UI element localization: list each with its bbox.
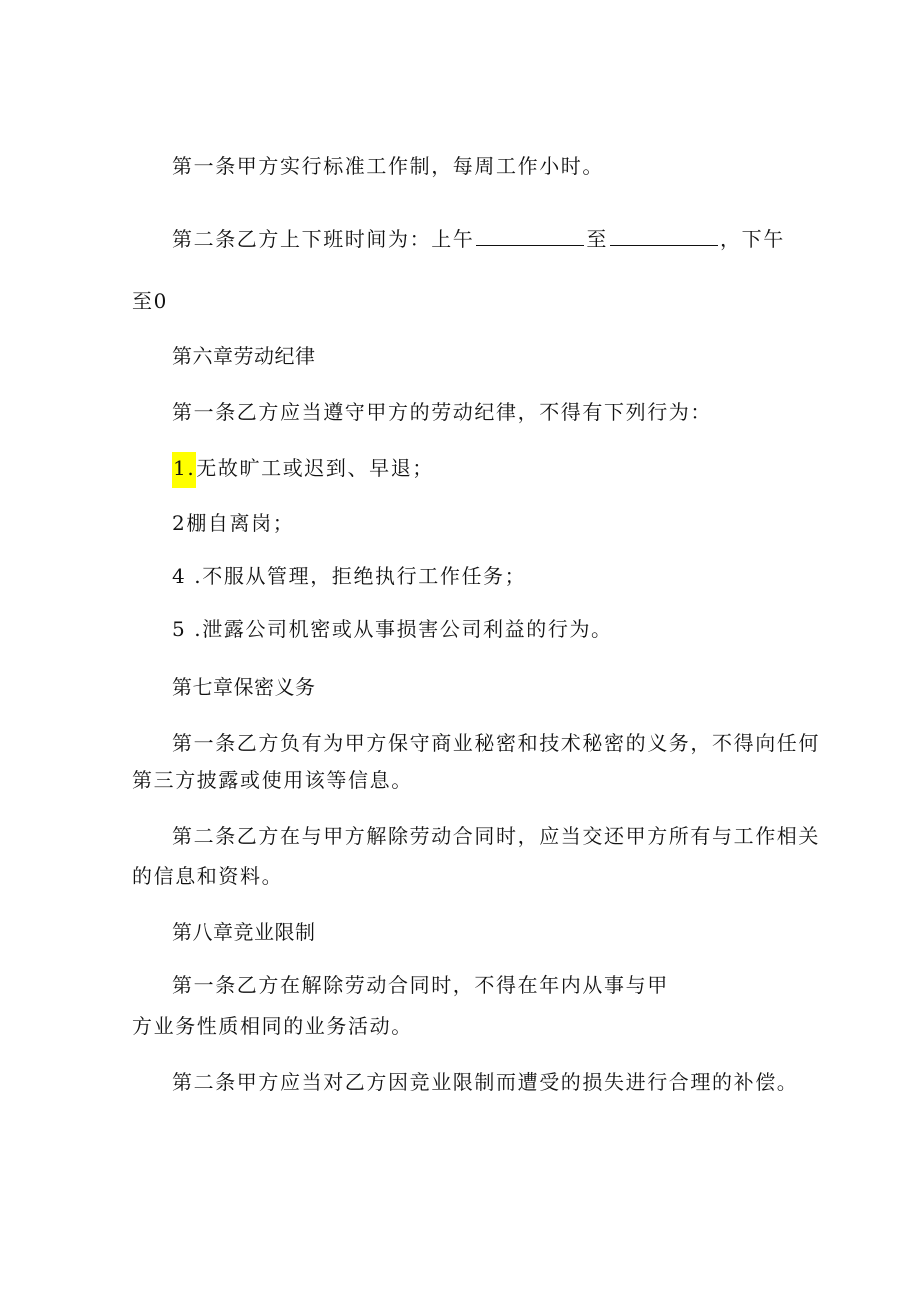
ch8-article2: 第二条甲方应当对乙方因竞业限制而遭受的损失进行合理的补偿。 <box>172 1070 799 1094</box>
am-start-blank <box>476 227 584 246</box>
ch7-article2-line1: 第二条乙方在与甲方解除劳动合同时，应当交还甲方所有与工作相关 <box>172 824 820 848</box>
ch5-article2 <box>172 225 785 253</box>
ch7-article2-line2: 的信息和资料。 <box>132 864 284 888</box>
ch5-article2-continued: 至0 <box>132 289 168 313</box>
ch6-item1-number: 1. <box>172 452 196 488</box>
chapter6-title: 第六章劳动纪律 <box>172 344 316 368</box>
ch6-item2: 2棚自离岗； <box>172 511 295 535</box>
ch7-article1-line1: 第一条乙方负有为甲方保守商业秘密和技术秘密的义务，不得向任何 <box>172 731 820 755</box>
ch7-article1-line2: 第三方披露或使用该等信息。 <box>132 768 413 792</box>
ch6-item4: 4 .不服从管理，拒绝执行工作任务； <box>172 564 527 588</box>
ch8-article1-line1: 第一条乙方在解除劳动合同时，不得在年内从事与甲 <box>172 973 669 997</box>
ch6-item1 <box>172 454 434 488</box>
ch5-article2-text: 第二条乙方上下班时间为：上午 <box>172 227 475 251</box>
ch6-article1: 第一条乙方应当遵守甲方的劳动纪律，不得有下列行为： <box>172 400 712 424</box>
chapter8-title: 第八章竞业限制 <box>172 920 316 944</box>
ch6-item1-text: 无故旷工或迟到、早退； <box>196 456 434 480</box>
am-end-blank <box>610 227 718 246</box>
chapter7-title: 第七章保密义务 <box>172 675 316 699</box>
ch6-item5: 5 .泄露公司机密或从事损害公司利益的行为。 <box>172 617 613 641</box>
ch5-article1: 第一条甲方实行标准工作制，每周工作小时。 <box>172 154 604 178</box>
ch5-article2-to: 至 <box>586 227 609 251</box>
ch5-article2-pm: ，下午 <box>720 227 785 251</box>
ch8-article1-line2: 方业务性质相同的业务活动。 <box>132 1014 413 1038</box>
